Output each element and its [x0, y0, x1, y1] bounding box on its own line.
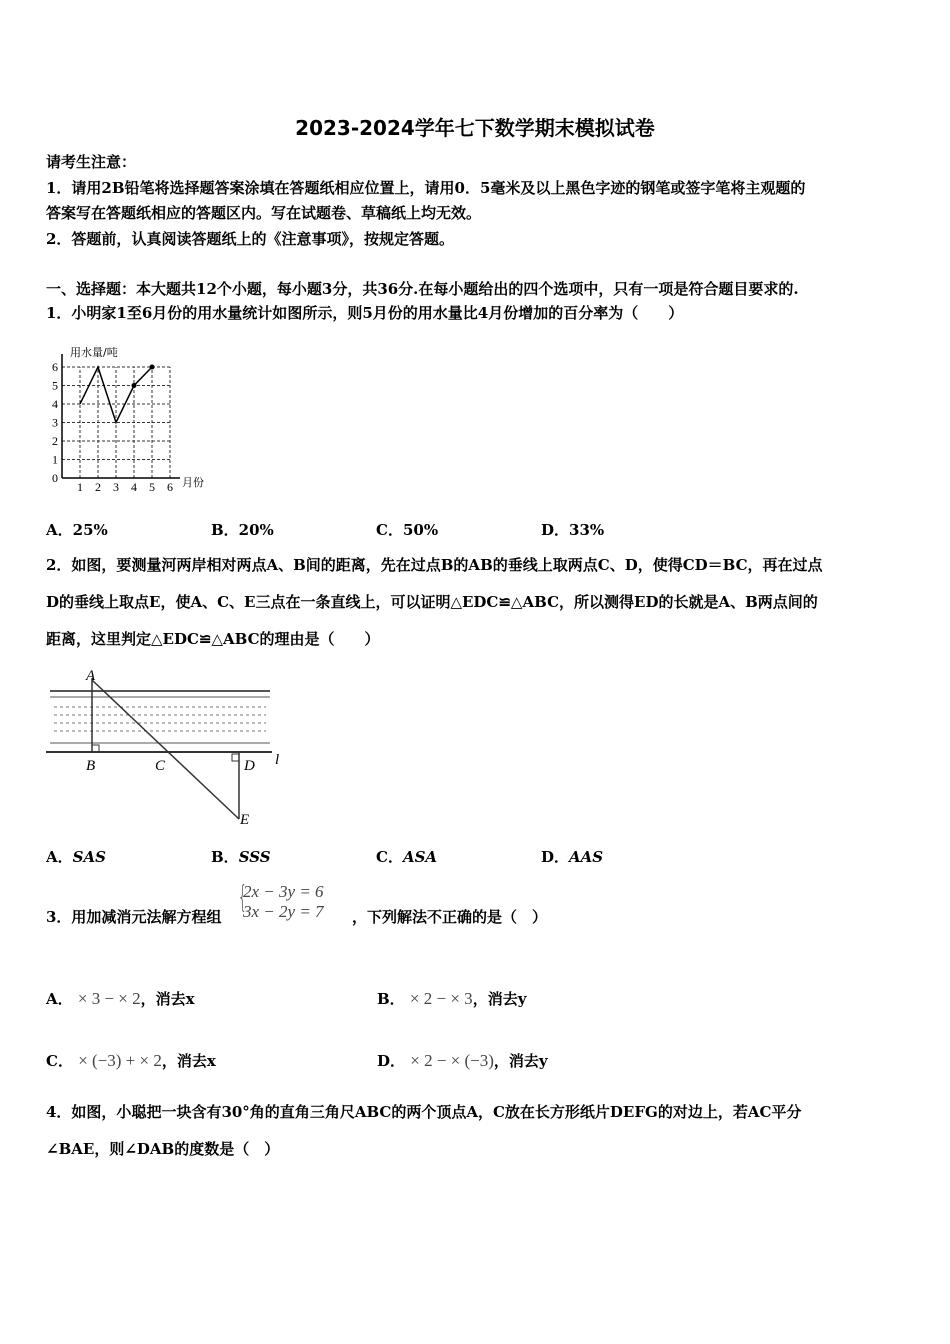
notice-line: 1．请用2B铅笔将选择题答案涂填在答题纸相应位置上，请用0．5毫米及以上黑色字迹的钢笔或签字笔将主观题的: [46, 179, 806, 197]
question-2-line: 2．如图，要测量河两岸相对两点A、B间的距离，先在过点B的AB的垂线上取两点C、D，使得CD＝BC，再在过点: [46, 556, 823, 574]
q1-option-d[interactable]: D．33%: [541, 521, 605, 539]
option-letter: C．: [46, 1052, 73, 1070]
question-2-line: D的垂线上取点E，使A、C、E三点在一条直线上，可以证明△EDC≌△ABC，所以测得ED的长就是A、B两点间的: [46, 593, 818, 611]
y-tick-label: 6: [52, 360, 58, 374]
page-title: 2023-2024学年七下数学期末模拟试卷: [295, 116, 655, 140]
data-point: [150, 365, 155, 370]
equation-2: 3x − 2y = 7: [243, 902, 324, 921]
y-tick-label: 5: [52, 378, 58, 393]
option-expression: × (−3) + × 2: [78, 1051, 162, 1070]
y-tick-label: 0: [52, 471, 58, 485]
q1-option-b[interactable]: B．20%: [211, 521, 274, 539]
notice-line: 2．答题前，认真阅读答题纸上的《注意事项》，按规定答题。: [46, 230, 454, 248]
q3-option-a[interactable]: [46, 988, 195, 1009]
option-letter: D．: [541, 848, 570, 866]
option-value: ASA: [402, 848, 438, 866]
option-value: SSS: [238, 848, 271, 866]
q3-option-d[interactable]: [377, 1050, 548, 1071]
label-b: B: [86, 758, 96, 774]
equation-1: 2x − 3y = 6: [243, 882, 324, 901]
option-letter: B．: [211, 848, 239, 866]
option-expression: × 2 − × (−3): [410, 1051, 494, 1070]
water-usage-chart: [40, 340, 220, 500]
option-tail: ，消去x: [140, 990, 195, 1008]
option-expression: × 2 − × 3: [409, 989, 473, 1008]
x-tick-label: 5: [149, 480, 155, 494]
q2-option-d[interactable]: [541, 846, 603, 867]
y-tick-label: 1: [52, 452, 58, 467]
x-tick-label: 2: [95, 480, 101, 494]
option-letter: D．: [377, 1052, 406, 1070]
question-3-prefix: 3．用加减消元法解方程组: [46, 908, 222, 926]
question-1-text: 1．小明家1至6月份的用水量统计如图所示，则5月份的用水量比4月份增加的百分率为（ ）: [46, 304, 684, 322]
q2-option-a[interactable]: [46, 846, 106, 867]
brace: {: [237, 880, 248, 915]
y-tick-label: 2: [52, 434, 58, 448]
y-tick-label: 4: [52, 397, 58, 411]
y-tick-label: 3: [52, 415, 58, 430]
q1-option-c[interactable]: C．50%: [376, 521, 439, 539]
question-4-line: ∠BAE，则∠DAB的度数是（ ）: [46, 1140, 280, 1158]
q2-option-b[interactable]: [211, 846, 271, 867]
question-4-line: 4．如图，小聪把一块含有30°角的直角三角尺ABC的两个顶点A，C放在长方形纸片DEFG的对边上，若AC平分: [46, 1103, 802, 1121]
x-tick-label: 4: [131, 480, 137, 494]
question-3-suffix: ，下列解法不正确的是（ ）: [352, 908, 548, 926]
option-tail: ，消去y: [493, 1052, 548, 1070]
notice-heading: 请考生注意：: [46, 153, 137, 171]
option-letter: A．: [46, 848, 73, 866]
option-letter: A．: [46, 990, 73, 1008]
option-letter: C．: [376, 848, 403, 866]
q2-option-c[interactable]: [376, 846, 437, 867]
x-axis-label: 月份: [182, 476, 204, 489]
option-value: SAS: [72, 848, 106, 866]
label-c: C: [155, 758, 166, 774]
label-a: A: [86, 668, 96, 684]
q3-option-b[interactable]: [377, 988, 526, 1009]
q1-option-a[interactable]: A．25%: [46, 521, 108, 539]
label-e: E: [240, 812, 250, 828]
x-tick-label: 3: [113, 480, 119, 494]
notice-line: 答案写在答题纸相应的答题区内。写在试题卷、草稿纸上均无效。: [46, 204, 482, 222]
option-letter: B．: [377, 990, 405, 1008]
question-2-line: 距离，这里判定△EDC≌△ABC的理由是（ ）: [46, 630, 380, 648]
q3-option-c[interactable]: [46, 1050, 216, 1071]
river-diagram: [40, 664, 290, 834]
x-tick-label: 1: [77, 480, 83, 494]
x-tick-label: 6: [167, 480, 173, 494]
option-tail: ，消去y: [472, 990, 527, 1008]
label-d: D: [244, 758, 255, 774]
label-l: l: [275, 752, 280, 768]
option-expression: × 3 − × 2: [77, 989, 141, 1008]
y-axis-label: 用水量/吨: [70, 346, 118, 359]
section-heading: 一、选择题：本大题共12个小题，每小题3分，共36分.在每小题给出的四个选项中，只有一项是符合题目要求的.: [46, 280, 799, 298]
option-value: AAS: [569, 848, 604, 866]
data-point: [132, 383, 137, 388]
option-tail: ，消去x: [161, 1052, 216, 1070]
